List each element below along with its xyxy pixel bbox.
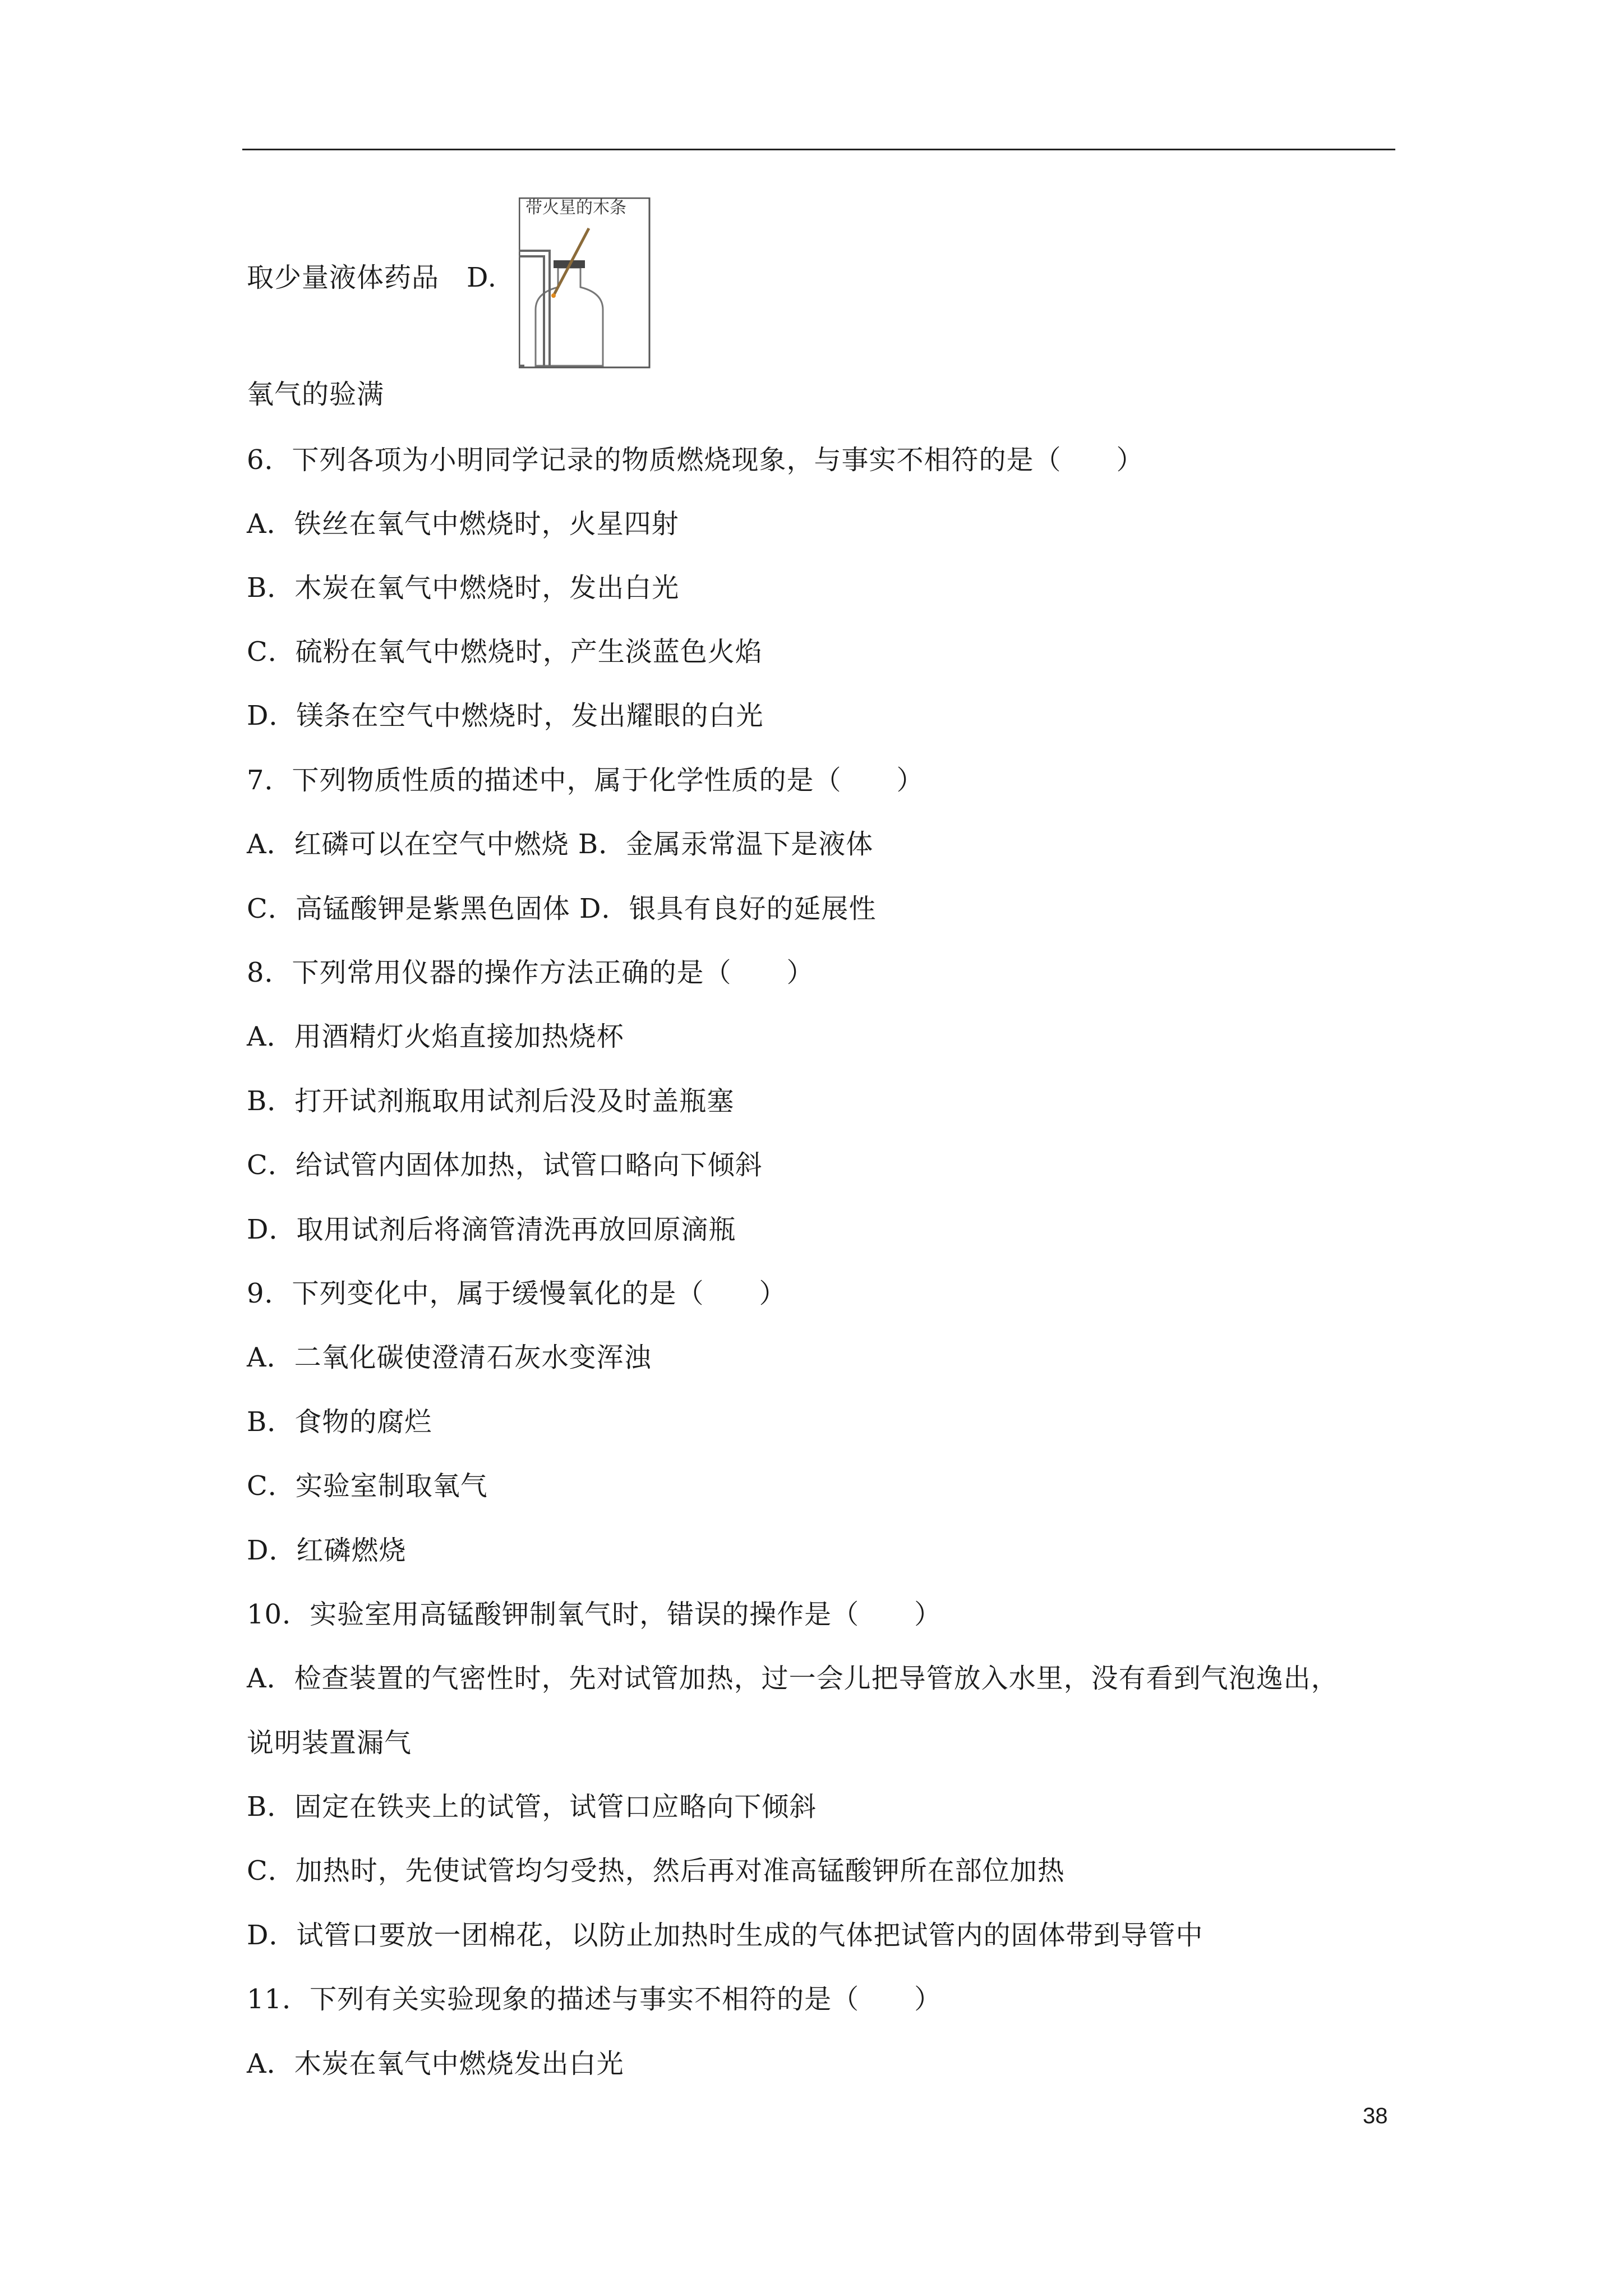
option-b: B．打开试剂瓶取用试剂后没及时盖瓶塞	[247, 1085, 735, 1117]
option-a: A．铁丝在氧气中燃烧时，火星四射	[247, 508, 679, 540]
option-c: C．实验室制取氧气	[247, 1470, 488, 1502]
option-c: C．给试管内固体加热，试管口略向下倾斜	[247, 1149, 763, 1181]
option-a: A．检查装置的气密性时，先对试管加热，过一会儿把导管放入水里，没有看到气泡逸出，	[247, 1663, 1339, 1694]
question-9: 9．下列变化中，属于缓慢氧化的是（ ）	[247, 1278, 787, 1309]
question-8: 8．下列常用仪器的操作方法正确的是（ ）	[247, 957, 814, 988]
figure-caption: 带火星的木条	[525, 198, 626, 218]
option-b: B．食物的腐烂	[247, 1406, 432, 1438]
page-number: 38	[1363, 2104, 1388, 2128]
option-d: D．镁条在空气中燃烧时，发出耀眼的白光	[247, 700, 764, 731]
option-d: D．红磷燃烧	[247, 1535, 407, 1566]
option-d: D．试管口要放一团棉花，以防止加热时生成的气体把试管内的固体带到导管中	[247, 1920, 1204, 1951]
options-cd: C．高锰酸钾是紫黑色固体 D．银具有良好的延展性	[247, 893, 877, 924]
options-ab: A．红磷可以在空气中燃烧 B．金属汞常温下是液体	[247, 829, 874, 860]
option-a: A．二氧化碳使澄清石灰水变浑浊	[247, 1342, 652, 1373]
option-d: D．取用试剂后将滴管清洗再放回原滴瓶	[247, 1214, 736, 1245]
gas-bottle-illustration	[519, 197, 651, 369]
question-7: 7．下列物质性质的描述中，属于化学性质的是（ ）	[247, 765, 924, 796]
option-a: A．用酒精灯火焰直接加热烧杯	[247, 1021, 624, 1052]
option-b: B．木炭在氧气中燃烧时，发出白光	[247, 572, 680, 604]
text-line: 氧气的验满	[247, 379, 385, 410]
option-a: A．木炭在氧气中燃烧发出白光	[247, 2048, 624, 2079]
question-6: 6．下列各项为小明同学记录的物质燃烧现象，与事实不相符的是（ ）	[247, 444, 1144, 476]
text-line: 取少量液体药品 D.	[247, 262, 497, 293]
header-rule	[242, 149, 1395, 150]
question-11: 11．下列有关实验现象的描述与事实不相符的是（ ）	[247, 1984, 942, 2015]
option-c: C．硫粉在氧气中燃烧时，产生淡蓝色火焰	[247, 636, 763, 668]
option-b: B．固定在铁夹上的试管，试管口应略向下倾斜	[247, 1791, 817, 1823]
question-10: 10．实验室用高锰酸钾制氧气时，错误的操作是（ ）	[247, 1599, 942, 1630]
option-c: C．加热时，先使试管均匀受热，然后再对准高锰酸钾所在部位加热	[247, 1855, 1065, 1887]
option-a-continued: 说明装置漏气	[247, 1727, 412, 1759]
oxygen-test-figure	[519, 197, 651, 369]
